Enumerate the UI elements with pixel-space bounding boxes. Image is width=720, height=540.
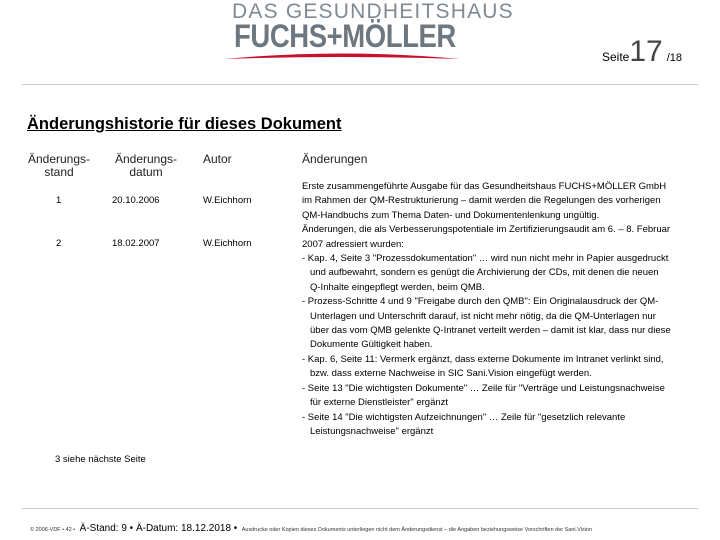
page-title: Änderungshistorie für dieses Dokument	[27, 115, 342, 133]
change-line: - Kap. 4, Seite 3 "Prozessdokumentation" … wird nun nicht mehr in Papier ausgedruckt	[302, 253, 669, 265]
footnote: 3 siehe nächste Seite	[55, 454, 146, 465]
footer-divider	[22, 508, 698, 509]
page-total: /18	[666, 52, 682, 64]
change-line: Unterlagen und Unterschrift darauf, ist nicht mehr nötig, da die QM-Unterlagen nur	[310, 310, 656, 322]
changes-text	[302, 180, 697, 439]
footer-stand: Ä-Stand: 9 • Ä-Datum: 18.12.2018 •	[79, 523, 238, 534]
header-stand	[27, 153, 91, 179]
row2-datum: 18.02.2007	[112, 238, 160, 249]
row2-autor: W.Eichhorn	[203, 238, 252, 249]
logo-line2: FUCHS+MÖLLER	[234, 18, 456, 54]
header-aenderungen: Änderungen	[302, 152, 368, 166]
footer-left: © 2006-VDF • 42 •	[30, 527, 76, 533]
page-number	[602, 35, 682, 69]
change-line: - Prozess-Schritte 4 und 9 "Freigabe durch den QMB": Ein Originalausdruck der QM-	[302, 296, 659, 308]
change-line: Q-Inhalte eingepflegt werden, beim QMB.	[310, 281, 485, 293]
change-line: Erste zusammengeführte Ausgabe für das Gesundheitshaus FUCHS+MÖLLER GmbH	[302, 181, 667, 192]
footer-right: Ausdrucke oder Kopien dieses Dokuments unterliegen nicht dem Änderungsdienst – die Angaben beziehungsweise Vorschriften der Sani.Vision	[241, 527, 593, 533]
change-line: - Seite 13 "Die wichtigsten Dokumente" … Zeile für "Verträge und Leistungsnachweise	[302, 382, 665, 394]
change-line: und aufbewahrt, sondern es genügt die Archivierung der CDs, mit denen die neuen	[310, 267, 659, 279]
change-line: Änderungen, die als Verbesserungspotentiale im Zertifizierungsaudit am 6. – 8. Februar	[302, 224, 671, 236]
page-current: 17	[629, 35, 663, 68]
row1-autor: W.Eichhorn	[203, 195, 252, 206]
page-footer	[30, 518, 710, 536]
change-line: Dokumente Gültigkeit haben.	[310, 339, 433, 351]
header-stand-line2: stand	[44, 165, 74, 179]
change-line: Leistungsnachweise" ergänzt	[310, 425, 434, 437]
row1-datum: 20.10.2006	[112, 195, 160, 206]
header-datum-line1: Änderungs-	[114, 152, 178, 166]
header-stand-line1: Änderungs-	[27, 152, 91, 166]
header-divider	[22, 84, 698, 85]
logo-swoosh-icon	[222, 50, 462, 64]
row1-stand: 1	[56, 195, 62, 206]
change-line: - Kap. 6, Seite 11: Vermerk ergänzt, dass externe Dokumente im Intranet verlinkt sind,	[302, 353, 664, 365]
change-line: bzw. dass externe Nachweise in SIC Sani.Vision eingefügt werden.	[310, 368, 592, 380]
page-word: Seite	[601, 50, 630, 64]
change-line: QM-Handbuchs zum Thema Daten- und Dokumentenlenkung ungültig.	[302, 209, 600, 221]
change-line: im Rahmen der QM-Restrukturierung – damit werden die Regelungen des vorherigen	[302, 195, 661, 207]
change-line: über das vom QMB gelenkte Q-Intranet verteilt werden – damit ist klar, dass nur diese	[310, 325, 671, 337]
header-datum-line2: datum	[129, 165, 163, 179]
header-datum	[112, 153, 180, 179]
change-line: 2007 adressiert wurden:	[302, 238, 404, 250]
change-line: - Seite 14 "Die wichtigsten Aufzeichnungen" … Zeile für "gesetzlich relevante	[302, 411, 626, 423]
header-autor: Autor	[203, 152, 232, 166]
change-line: für externe Dienstleister" ergänzt	[310, 397, 449, 409]
company-logo	[222, 0, 514, 62]
logo-line1: DAS GESUNDHEITSHAUS	[232, 0, 514, 23]
row2-stand: 2	[56, 238, 62, 249]
